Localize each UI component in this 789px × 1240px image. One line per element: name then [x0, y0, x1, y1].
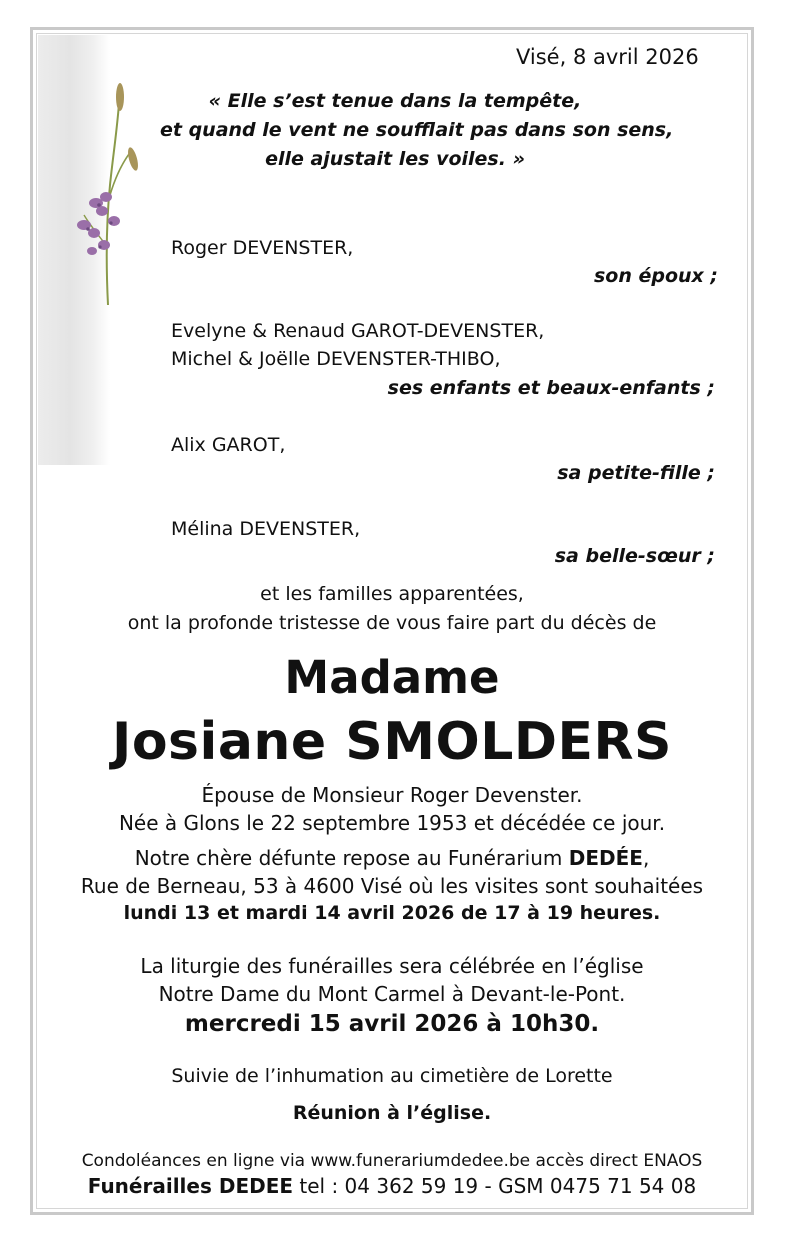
children-line-2: Michel & Joëlle DEVENSTER-THIBO,	[171, 348, 501, 370]
grandchild-name: Alix GAROT,	[171, 434, 286, 456]
spouse-name: Roger DEVENSTER,	[171, 237, 354, 259]
sister-in-law-name: Mélina DEVENSTER,	[171, 518, 361, 540]
children-role: ses enfants et beaux-enfants ;	[387, 377, 715, 399]
funeral-datetime: mercredi 15 avril 2026 à 10h30.	[184, 1011, 600, 1037]
visitation-prefix: Notre chère défunte repose au Funérarium	[134, 846, 569, 870]
children-line-1: Evelyne & Renaud GAROT-DEVENSTER,	[171, 320, 545, 342]
contact-numbers: tel : 04 362 59 19 - GSM 0475 71 54 08	[293, 1174, 697, 1198]
contact-line	[36, 1174, 748, 1198]
company-name: Funérailles DEDEE	[87, 1174, 294, 1198]
deceased-birth-line: Née à Glons le 22 septembre 1953 et décédée ce jour.	[118, 811, 666, 835]
visitation-line-2: Rue de Berneau, 53 à 4600 Visé où les visites sont souhaitées	[80, 874, 704, 898]
announcement-line-2: ont la profonde tristesse de vous faire part du décès de	[127, 612, 657, 634]
spouse-role: son époux ;	[593, 265, 718, 287]
visitation-line-1	[36, 846, 748, 870]
burial-line: Suivie de l’inhumation au cimetière de Lorette	[171, 1065, 613, 1087]
visitation-dates: lundi 13 et mardi 14 avril 2026 de 17 à 19 heures.	[123, 902, 661, 924]
quote-line-1: « Elle s’est tenue dans la tempête,	[208, 90, 582, 112]
grandchild-role: sa petite-fille ;	[557, 462, 715, 484]
deceased-spouse-line: Épouse de Monsieur Roger Devenster.	[201, 783, 583, 807]
violet-flower-icon	[66, 75, 146, 315]
condolences-line: Condoléances en ligne via www.funerariumdedee.be accès direct ENAOS	[81, 1151, 703, 1171]
visitation-comma: ,	[642, 846, 650, 870]
deceased-name: Josiane SMOLDERS	[111, 712, 673, 772]
meeting-line: Réunion à l’église.	[292, 1102, 492, 1124]
deceased-title: Madame	[284, 651, 500, 704]
sister-in-law-role: sa belle-sœur ;	[554, 545, 715, 567]
funerarium-name: DEDÉE	[568, 846, 643, 870]
date-line: Visé, 8 avril 2026	[516, 45, 699, 69]
quote-line-3: elle ajustait les voiles. »	[265, 148, 525, 170]
funeral-line-2: Notre Dame du Mont Carmel à Devant-le-Pont.	[158, 982, 626, 1006]
announcement-line-1: et les familles apparentées,	[260, 583, 524, 605]
funeral-line-1: La liturgie des funérailles sera célébrée en l’église	[140, 954, 644, 978]
quote-line-2: et quand le vent ne soufflait pas dans son sens,	[160, 119, 674, 141]
